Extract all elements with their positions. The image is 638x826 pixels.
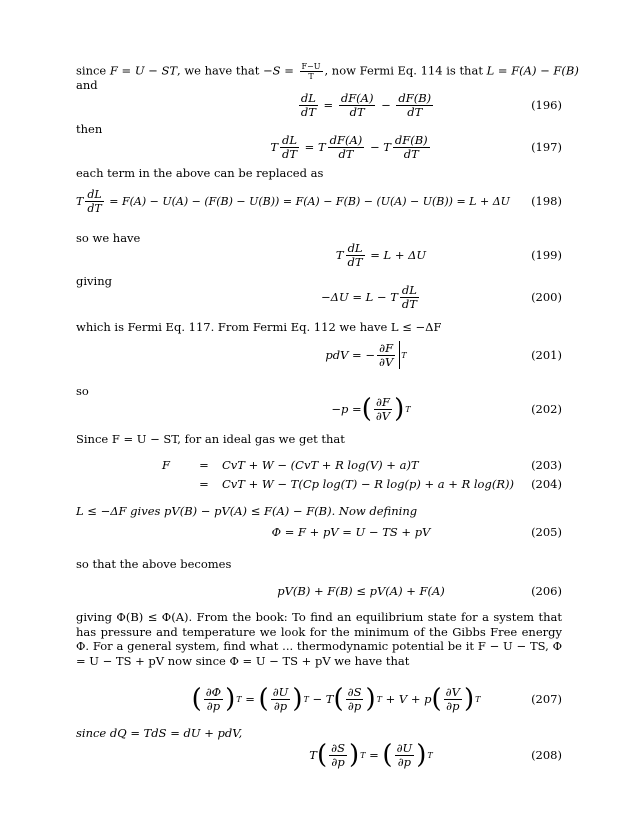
fraction: $\frac{\partial F}{\partial V}$ [375,394,391,423]
text: , we have that − [177,63,273,78]
text: = [494,63,512,78]
equation-number: (201) [531,348,562,362]
fermi-117-text: which is Fermi Eq. 117. From Fermi Eq. 112 we have L ≤ −ΔF [76,320,442,334]
equation-number: (199) [531,248,562,262]
equation-number: (198) [531,194,562,208]
fraction: $\frac{dL}{dT}$ [300,90,316,119]
equation-207: ( $\frac{\partial\Phi}{\partial p}$ ) T = ( $\frac{\partial U}{\partial p}$ ) T − T ( $\frac{\partial S}{\partial p}$ ) T + V + p ( $\frac{\partial V}{\partial p}$ ) T (207) [191,684,562,714]
math: F [109,63,118,78]
evaluation-bar [399,341,400,369]
fraction: $\frac{dL}{dT}$ [87,187,102,215]
equation-number: (200) [531,290,562,304]
fraction: $\frac{dL}{dT}$ [347,240,363,269]
equation-205: Φ = F + pV = U − TS + pV (205) [271,525,562,539]
equation-200: −ΔU = L − T $\frac{dL}{dT}$ (200) [321,282,562,311]
equation-198: T $\frac{dL}{dT}$ = F(A) − U(A) − (F(B) − U(B)) = F(A) − F(B) − (U(A) − U(B)) = L + ΔU (198) [76,187,562,215]
ideal-gas-text: Since F = U − ST, for an ideal gas we get that [76,432,345,446]
equation-201: pdV = − $\frac{\partial F}{\partial V}$ T (201) [325,340,562,369]
fraction: $\frac{dF(A)}{dT}$ [340,90,374,119]
math: U − ST [134,63,178,78]
gibbs-paragraph: giving Φ(B) ≤ Φ(A). From the book: To find an equilibrium state for a system that has pressure and temperature we look for the minimum of the Gibbs Free energy Φ. For a general system, find what ... thermodynamic potential be it F − U − TS, Φ = U − TS + pV now since Φ = U − TS + pV we have that [76,610,562,668]
fraction: $\frac{dF(B)}{dT}$ [394,132,428,161]
inline-fraction: $\frac{F-U}{T}$ [301,62,321,81]
equation-number: (197) [531,140,562,154]
fraction: $\frac{dF(A)}{dT}$ [329,132,363,161]
then-text: then [76,122,103,136]
and-text: and [76,78,98,92]
equation-203: F = CvT + W − (CvT + R log(V) + a)T (203) [162,458,562,472]
equation-204: = CvT + W − T(Cp log(T) − R log(p) + a + R log(R)) (204) [199,477,562,491]
equation-199: T $\frac{dL}{dT}$ = L + ΔU (199) [335,240,562,269]
fraction: $\frac{dF(B)}{dT}$ [398,90,432,119]
math: L [486,63,495,78]
equation-206: pV(B) + F(B) ≤ pV(A) + F(A) (206) [277,584,562,598]
math: F(A) − F(B) [511,63,579,78]
equation-number: (202) [531,402,562,416]
math: S [272,63,281,78]
text: = [280,63,298,78]
fraction: $\frac{dL}{dT}$ [281,132,298,161]
so-we-have-text: so we have [76,231,141,245]
equation-number: (208) [531,748,562,762]
giving-text: giving [76,274,112,288]
text: since [76,63,110,78]
equation-number: (207) [531,692,562,706]
fraction: $\frac{\partial F}{\partial V}$ [379,340,394,369]
text: , now Fermi Eq. 114 is that [324,63,487,78]
equation-208: T ( $\frac{\partial S}{\partial p}$ ) T = ( $\frac{\partial U}{\partial p}$ ) T (208) [309,740,562,770]
fraction: $\frac{dL}{dT}$ [401,282,417,311]
above-becomes-text: so that the above becomes [76,557,232,571]
text: = [117,63,135,78]
equation-196: $\frac{dL}{dT}$ = $\frac{dF(A)}{dT}$ − $\frac{dF(B)}{dT}$ (196) [300,90,562,119]
each-term-text: each term in the above can be replaced as [76,166,324,180]
equation-number: (196) [531,98,562,112]
equation-number: (205) [531,525,562,539]
equation-number: (206) [531,584,562,598]
equation-202: −p = ( $\frac{\partial F}{\partial V}$ ) T (202) [331,394,562,424]
defining-text: L ≤ −ΔF gives pV(B) − pV(A) ≤ F(A) − F(B). Now defining [76,504,418,518]
equation-197: T $\frac{dL}{dT}$ = T $\frac{dF(A)}{dT}$ − T $\frac{dF(B)}{dT}$ (197) [270,132,562,161]
so-text: so [76,384,89,398]
dq-text: since dQ = TdS = dU + pdV, [76,726,243,740]
